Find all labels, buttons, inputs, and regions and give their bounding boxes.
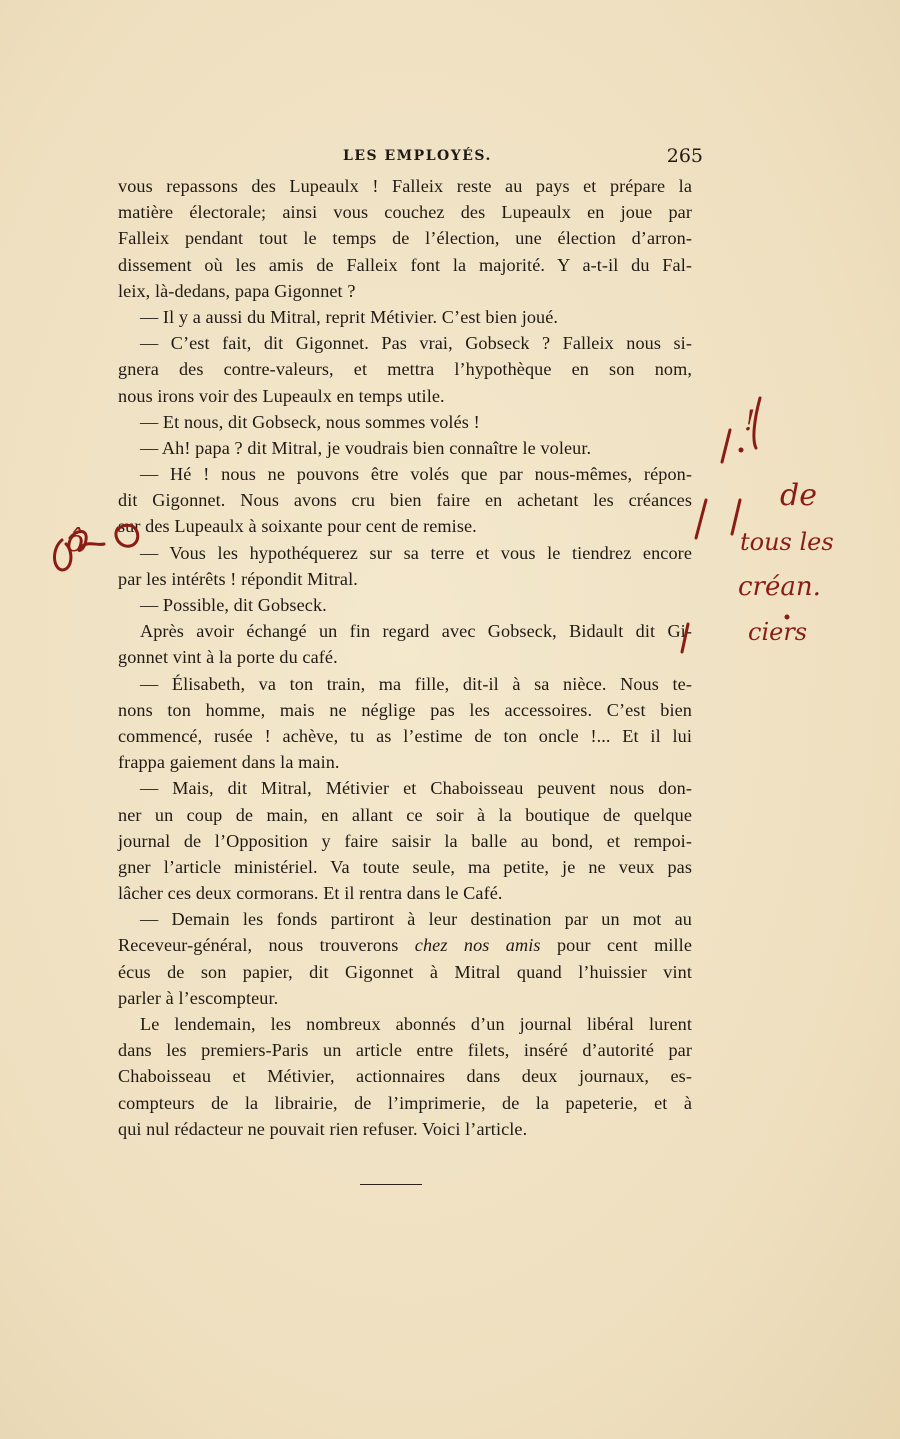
text-line: compteurs de la librairie, de l’imprimerie, de la papeterie, et à	[118, 1092, 692, 1113]
text-line: gonnet vint à la porte du café.	[118, 647, 338, 668]
annotation-de: de	[780, 478, 817, 513]
text-line: nous irons voir des Lupeaulx en temps utile.	[118, 385, 445, 406]
page-number: 265	[666, 145, 703, 167]
text-line: Receveur-général, nous trouverons chez nos amis pour cent mille	[118, 935, 693, 956]
text-line: — Ah! papa ? dit Mitral, je voudrais bien connaître le voleur.	[140, 437, 592, 458]
text-line: — Possible, dit Gobseck.	[140, 595, 327, 615]
text-line: frappa gaiement dans la main.	[118, 752, 340, 773]
text-line: dit Gigonnet. Nous avons cru bien faire en achetant les créances	[118, 490, 692, 511]
text-line: — Vous les hypothéquerez sur sa terre et vous le tiendrez encore	[140, 542, 692, 563]
text-line: écus de son papier, dit Gigonnet à Mitral quand l’huissier vint	[118, 961, 692, 982]
text-line: dans les premiers-Paris un article entre filets, inséré d’autorité par	[118, 1040, 692, 1061]
annotation-left: ô	[66, 524, 85, 559]
text-line: Le lendemain, les nombreux abonnés d’un journal libéral lurent	[140, 1014, 692, 1034]
text-line: parler à l’escompteur.	[118, 987, 279, 1008]
text-line: journal de l’Opposition y faire saisir la balle au bond, et rempoi-	[118, 830, 692, 851]
text-line: gner l’article ministériel. Va toute seule, ma petite, je ne veux pas	[118, 856, 692, 877]
annotation-exclam: !	[744, 404, 756, 437]
annotation-ciers: ciers	[748, 618, 808, 646]
text-line: — Élisabeth, va ton train, ma fille, dit-il à sa nièce. Nous te-	[140, 673, 692, 694]
text-line: ner un coup de main, en allant ce soir à la boutique de quelque	[118, 804, 692, 825]
annotation-crean: créan.	[738, 572, 821, 602]
text-line: dissement où les amis de Falleix font la majorité. Y a-t-il du Fal-	[118, 254, 692, 275]
text-line: nons ton homme, mais ne néglige pas les accessoires. C’est bien	[118, 699, 692, 720]
text-line: Falleix pendant tout le temps de l’élection, une élection d’arron-	[118, 228, 692, 249]
annotation-tous-les: tous les	[740, 528, 834, 556]
text-line: commencé, rusée ! achève, tu as l’estime de ton oncle !... Et il lui	[118, 725, 692, 746]
text-line: lâcher ces deux cormorans. Et il rentra dans le Café.	[118, 883, 503, 904]
text-line: — Et nous, dit Gobseck, nous sommes volés !	[140, 411, 480, 432]
text-line: vous repassons des Lupeaulx ! Falleix reste au pays et prépare la	[118, 176, 692, 196]
text-line: — Demain les fonds partiront à leur destination par un mot au	[140, 909, 692, 930]
text-line: gnera des contre-valeurs, et mettra l’hypothèque en son nom,	[118, 359, 692, 380]
text-line: Chaboisseau et Métivier, actionnaires dans deux journaux, es-	[118, 1066, 692, 1087]
text-line: sur des Lupeaulx à soixante pour cent de remise.	[118, 516, 477, 537]
text-line: — Mais, dit Mitral, Métivier et Chaboisseau peuvent nous don-	[140, 778, 692, 799]
text-line: par les intérêts ! répondit Mitral.	[118, 568, 358, 589]
text-line: qui nul rédacteur ne pouvait rien refuser. Voici l’article.	[118, 1118, 528, 1139]
text-line: matière électorale; ainsi vous couchez des Lupeaulx en joue par	[118, 202, 692, 223]
text-line: Après avoir échangé un fin regard avec Gobseck, Bidault dit Gi-	[140, 621, 692, 642]
text-line: — Hé ! nous ne pouvons être volés que par nous-mêmes, répon-	[140, 464, 692, 485]
text-line: leix, là-dedans, papa Gigonnet ?	[118, 280, 356, 301]
text-line: — C’est fait, dit Gigonnet. Pas vrai, Gobseck ? Falleix nous si-	[140, 333, 692, 354]
text-line: — Il y a aussi du Mitral, reprit Métivier. C’est bien joué.	[140, 306, 559, 327]
running-title: LES EMPLOYÉS.	[343, 148, 492, 164]
